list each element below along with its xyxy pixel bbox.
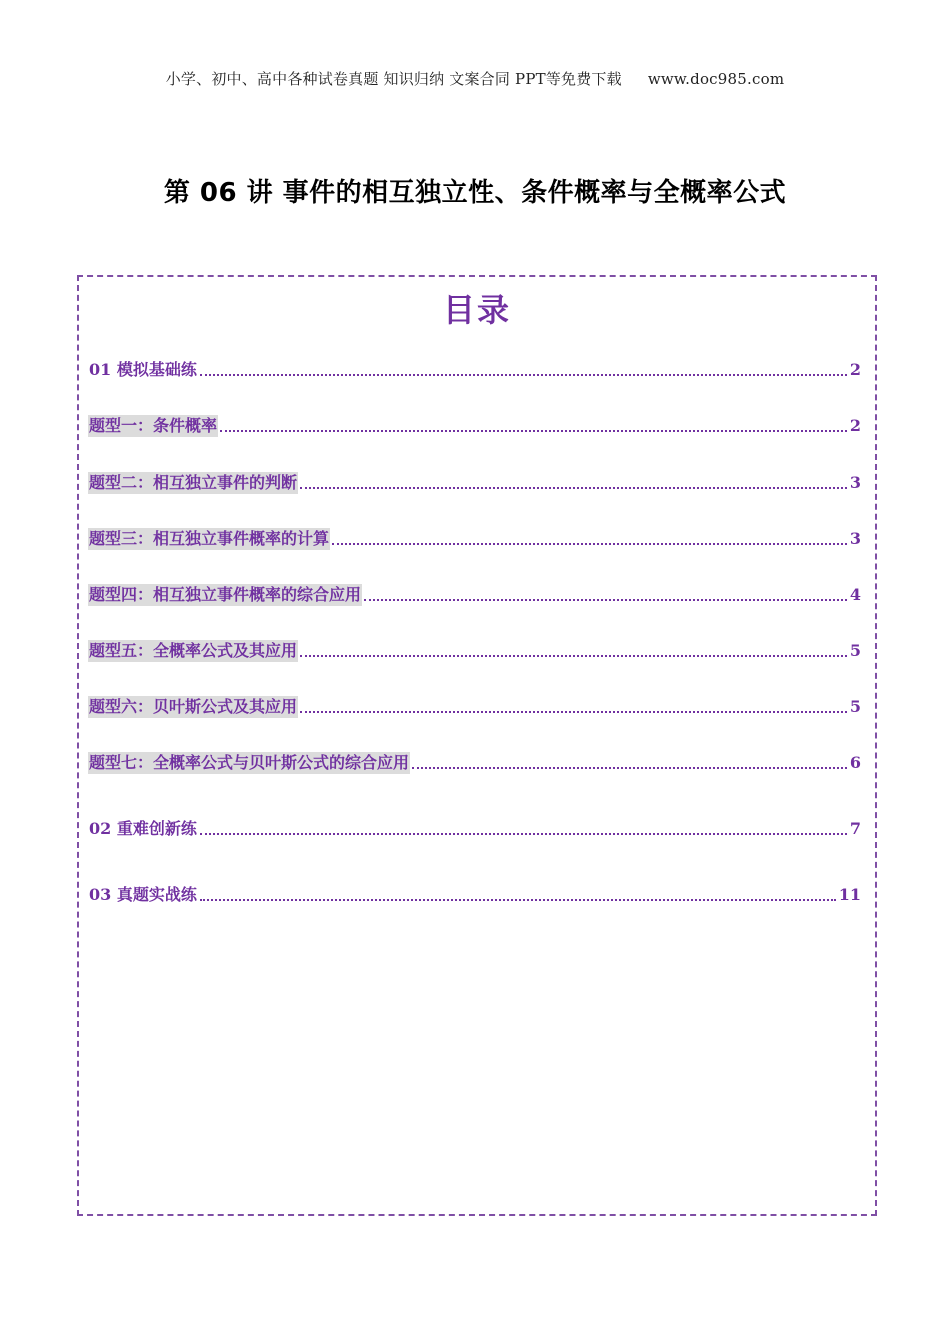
toc-entry-type-4[interactable] — [88, 582, 861, 606]
toc-dot-leader — [200, 899, 836, 901]
toc-entry-type-3[interactable] — [88, 526, 861, 550]
toc-entry-label: 题型三：相互独立事件概率的计算 — [89, 529, 330, 548]
toc-dot-leader — [300, 655, 847, 657]
toc-dot-leader — [412, 767, 847, 769]
toc-entry-label: 01 模拟基础练 — [89, 360, 197, 379]
toc-entry-advanced-practice[interactable] — [88, 816, 861, 840]
toc-entry-page: 5 — [849, 697, 861, 716]
toc-entry-page: 11 — [838, 885, 861, 904]
toc-entry-type-1[interactable] — [88, 413, 861, 437]
toc-entry-type-2[interactable] — [88, 470, 861, 494]
toc-dot-leader — [300, 711, 847, 713]
toc-entry-label: 题型七：全概率公式与贝叶斯公式的综合应用 — [89, 753, 410, 772]
toc-entry-page: 3 — [849, 529, 861, 548]
header-text: 小学、初中、高中各种试卷真题 知识归纳 文案合同 PPT等免费下载 — [165, 70, 622, 88]
toc-dot-leader — [364, 599, 847, 601]
toc-entry-page: 6 — [849, 753, 861, 772]
toc-entry-basic-practice[interactable] — [88, 357, 861, 381]
toc-dot-leader — [200, 833, 847, 835]
toc-entry-label: 题型一：条件概率 — [89, 416, 218, 435]
toc-entry-page: 2 — [849, 360, 861, 379]
toc-entry-page: 7 — [849, 819, 861, 838]
toc-heading: 目录 — [442, 291, 511, 329]
toc-dot-leader — [332, 543, 847, 545]
toc-entry-page: 2 — [849, 416, 861, 435]
toc-entry-label: 题型二：相互独立事件的判断 — [89, 473, 298, 492]
toc-entry-type-6[interactable] — [88, 694, 861, 718]
toc-entry-page: 3 — [849, 473, 861, 492]
toc-entry-page: 4 — [849, 585, 861, 604]
header-site-link[interactable]: www.doc985.com — [647, 70, 785, 88]
toc-entry-label: 题型六：贝叶斯公式及其应用 — [89, 697, 298, 716]
toc-dot-leader — [220, 430, 847, 432]
toc-entry-real-exam-practice[interactable] — [88, 882, 861, 906]
table-of-contents — [77, 275, 877, 1216]
toc-entry-label: 题型五：全概率公式及其应用 — [89, 641, 298, 660]
toc-dot-leader — [300, 487, 847, 489]
toc-dot-leader — [200, 374, 847, 376]
document-title: 第 06 讲 事件的相互独立性、条件概率与全概率公式 — [163, 178, 787, 208]
toc-entry-label: 03 真题实战练 — [89, 885, 197, 904]
page-header — [0, 68, 950, 89]
toc-entry-type-7[interactable] — [88, 750, 861, 774]
toc-entry-label: 题型四：相互独立事件概率的综合应用 — [89, 585, 362, 604]
toc-entry-page: 5 — [849, 641, 861, 660]
toc-entry-label: 02 重难创新练 — [89, 819, 197, 838]
toc-entry-type-5[interactable] — [88, 638, 861, 662]
